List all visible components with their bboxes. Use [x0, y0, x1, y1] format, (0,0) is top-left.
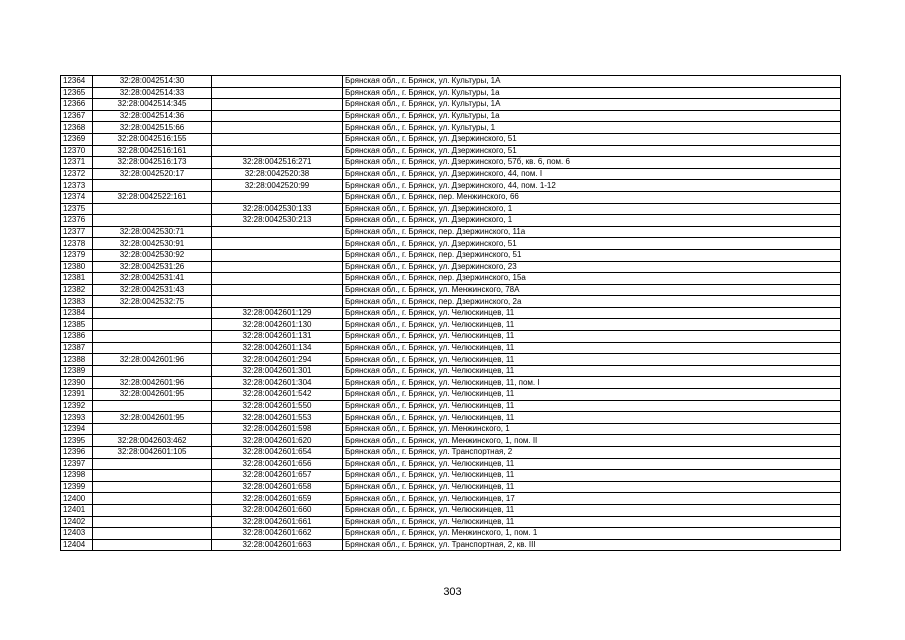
address-cell: Брянская обл., г. Брянск, ул. Челюскинцев, 11 — [343, 331, 841, 343]
table-row — [61, 493, 841, 505]
linked-cadastral-number-cell — [212, 145, 343, 157]
table-row — [61, 389, 841, 401]
linked-cadastral-number-cell — [212, 76, 343, 88]
address-cell: Брянская обл., г. Брянск, ул. Транспортная, 2 — [343, 447, 841, 459]
address-cell: Брянская обл., г. Брянск, ул. Челюскинцев, 11 — [343, 516, 841, 528]
table-row — [61, 110, 841, 122]
cadastral-number-cell: 32:28:0042601:96 — [93, 377, 212, 389]
cadastral-number-cell — [93, 215, 212, 227]
address-cell: Брянская обл., г. Брянск, ул. Дзержинского, 51 — [343, 133, 841, 145]
cadastral-number-cell: 32:28:0042515:66 — [93, 122, 212, 134]
address-cell: Брянская обл., г. Брянск, ул. Челюскинцев, 11 — [343, 365, 841, 377]
linked-cadastral-number-cell: 32:28:0042601:662 — [212, 528, 343, 540]
cadastral-number-cell — [93, 528, 212, 540]
cadastral-number-cell: 32:28:0042514:30 — [93, 76, 212, 88]
row-number-cell: 12389 — [61, 365, 93, 377]
row-number-cell: 12366 — [61, 99, 93, 111]
linked-cadastral-number-cell: 32:28:0042601:294 — [212, 354, 343, 366]
cadastral-number-cell: 32:28:0042531:43 — [93, 284, 212, 296]
row-number-cell: 12376 — [61, 215, 93, 227]
cadastral-number-cell — [93, 331, 212, 343]
row-number-cell: 12395 — [61, 435, 93, 447]
address-cell: Брянская обл., г. Брянск, ул. Дзержинского, 44, пом. I — [343, 168, 841, 180]
cadastral-number-cell: 32:28:0042530:91 — [93, 238, 212, 250]
table-row — [61, 504, 841, 516]
linked-cadastral-number-cell: 32:28:0042601:620 — [212, 435, 343, 447]
address-cell: Брянская обл., г. Брянск, ул. Челюскинцев, 11 — [343, 354, 841, 366]
row-number-cell: 12394 — [61, 423, 93, 435]
table-row — [61, 447, 841, 459]
cadastral-number-cell: 32:28:0042516:161 — [93, 145, 212, 157]
row-number-cell: 12392 — [61, 400, 93, 412]
linked-cadastral-number-cell: 32:28:0042601:658 — [212, 481, 343, 493]
row-number-cell: 12371 — [61, 157, 93, 169]
address-cell: Брянская обл., г. Брянск, пер. Дзержинского, 15а — [343, 273, 841, 285]
address-cell: Брянская обл., г. Брянск, ул. Культуры, 1А — [343, 76, 841, 88]
linked-cadastral-number-cell: 32:28:0042601:134 — [212, 342, 343, 354]
row-number-cell: 12383 — [61, 296, 93, 308]
cadastral-number-cell: 32:28:0042516:173 — [93, 157, 212, 169]
row-number-cell: 12375 — [61, 203, 93, 215]
cadastral-number-cell: 32:28:0042522:161 — [93, 191, 212, 203]
table-row — [61, 261, 841, 273]
address-cell: Брянская обл., г. Брянск, пер. Дзержинского, 2а — [343, 296, 841, 308]
cadastral-number-cell — [93, 481, 212, 493]
linked-cadastral-number-cell: 32:28:0042601:550 — [212, 400, 343, 412]
linked-cadastral-number-cell — [212, 110, 343, 122]
address-cell: Брянская обл., г. Брянск, пер. Менжинского, 66 — [343, 191, 841, 203]
cadastral-number-cell: 32:28:0042520:17 — [93, 168, 212, 180]
address-cell: Брянская обл., г. Брянск, ул. Челюскинцев, 11 — [343, 470, 841, 482]
table-row — [61, 481, 841, 493]
address-cell: Брянская обл., г. Брянск, ул. Челюскинцев, 11 — [343, 481, 841, 493]
table-row — [61, 528, 841, 540]
linked-cadastral-number-cell — [212, 273, 343, 285]
cadastral-number-cell: 32:28:0042514:33 — [93, 87, 212, 99]
cadastral-number-cell — [93, 539, 212, 551]
row-number-cell: 12372 — [61, 168, 93, 180]
linked-cadastral-number-cell: 32:28:0042601:553 — [212, 412, 343, 424]
address-cell: Брянская обл., г. Брянск, ул. Челюскинцев, 11 — [343, 458, 841, 470]
linked-cadastral-number-cell — [212, 284, 343, 296]
linked-cadastral-number-cell: 32:28:0042601:663 — [212, 539, 343, 551]
table-row — [61, 168, 841, 180]
linked-cadastral-number-cell — [212, 122, 343, 134]
registry-table — [60, 75, 841, 551]
cadastral-number-cell: 32:28:0042530:92 — [93, 249, 212, 261]
address-cell: Брянская обл., г. Брянск, ул. Дзержинского, 57б, кв. 6, пом. 6 — [343, 157, 841, 169]
row-number-cell: 12385 — [61, 319, 93, 331]
row-number-cell: 12365 — [61, 87, 93, 99]
row-number-cell: 12398 — [61, 470, 93, 482]
cadastral-number-cell: 32:28:0042516:155 — [93, 133, 212, 145]
table-row — [61, 296, 841, 308]
table-row — [61, 76, 841, 88]
cadastral-number-cell: 32:28:0042530:71 — [93, 226, 212, 238]
linked-cadastral-number-cell: 32:28:0042601:304 — [212, 377, 343, 389]
table-row — [61, 273, 841, 285]
linked-cadastral-number-cell: 32:28:0042601:130 — [212, 319, 343, 331]
cadastral-number-cell — [93, 458, 212, 470]
cadastral-number-cell: 32:28:0042601:96 — [93, 354, 212, 366]
table-row — [61, 145, 841, 157]
table-row — [61, 331, 841, 343]
linked-cadastral-number-cell: 32:28:0042601:659 — [212, 493, 343, 505]
linked-cadastral-number-cell — [212, 87, 343, 99]
row-number-cell: 12373 — [61, 180, 93, 192]
cadastral-number-cell: 32:28:0042531:26 — [93, 261, 212, 273]
address-cell: Брянская обл., г. Брянск, пер. Дзержинского, 51 — [343, 249, 841, 261]
cadastral-number-cell — [93, 342, 212, 354]
address-cell: Брянская обл., г. Брянск, ул. Менжинского, 1, пом. 1 — [343, 528, 841, 540]
table-row — [61, 133, 841, 145]
cadastral-number-cell: 32:28:0042603:462 — [93, 435, 212, 447]
address-cell: Брянская обл., г. Брянск, ул. Культуры, 1 — [343, 122, 841, 134]
cadastral-number-cell — [93, 423, 212, 435]
address-cell: Брянская обл., г. Брянск, ул. Культуры, 1а — [343, 87, 841, 99]
cadastral-number-cell — [93, 470, 212, 482]
cadastral-number-cell — [93, 203, 212, 215]
row-number-cell: 12382 — [61, 284, 93, 296]
table-row — [61, 400, 841, 412]
linked-cadastral-number-cell — [212, 296, 343, 308]
linked-cadastral-number-cell: 32:28:0042601:660 — [212, 504, 343, 516]
address-cell: Брянская обл., г. Брянск, ул. Челюскинцев, 11 — [343, 389, 841, 401]
linked-cadastral-number-cell — [212, 191, 343, 203]
table-row — [61, 435, 841, 447]
table-row — [61, 226, 841, 238]
row-number-cell: 12390 — [61, 377, 93, 389]
table-row — [61, 458, 841, 470]
cadastral-number-cell: 32:28:0042601:95 — [93, 412, 212, 424]
table-row — [61, 284, 841, 296]
linked-cadastral-number-cell: 32:28:0042601:129 — [212, 307, 343, 319]
table-row — [61, 319, 841, 331]
row-number-cell: 12396 — [61, 447, 93, 459]
table-row — [61, 122, 841, 134]
row-number-cell: 12370 — [61, 145, 93, 157]
address-cell: Брянская обл., г. Брянск, ул. Челюскинцев, 11 — [343, 400, 841, 412]
table-row — [61, 191, 841, 203]
row-number-cell: 12384 — [61, 307, 93, 319]
linked-cadastral-number-cell: 32:28:0042601:656 — [212, 458, 343, 470]
row-number-cell: 12391 — [61, 389, 93, 401]
address-cell: Брянская обл., г. Брянск, ул. Челюскинцев, 11 — [343, 342, 841, 354]
row-number-cell: 12379 — [61, 249, 93, 261]
cadastral-number-cell: 32:28:0042514:345 — [93, 99, 212, 111]
row-number-cell: 12377 — [61, 226, 93, 238]
linked-cadastral-number-cell: 32:28:0042520:99 — [212, 180, 343, 192]
cadastral-number-cell: 32:28:0042531:41 — [93, 273, 212, 285]
cadastral-number-cell — [93, 365, 212, 377]
address-cell: Брянская обл., г. Брянск, ул. Менжинского, 78А — [343, 284, 841, 296]
linked-cadastral-number-cell — [212, 261, 343, 273]
table-row — [61, 516, 841, 528]
table-row — [61, 99, 841, 111]
linked-cadastral-number-cell: 32:28:0042601:542 — [212, 389, 343, 401]
linked-cadastral-number-cell: 32:28:0042530:213 — [212, 215, 343, 227]
page-number: 303 — [443, 586, 462, 598]
linked-cadastral-number-cell: 32:28:0042601:131 — [212, 331, 343, 343]
linked-cadastral-number-cell: 32:28:0042601:661 — [212, 516, 343, 528]
row-number-cell: 12369 — [61, 133, 93, 145]
table-row — [61, 539, 841, 551]
linked-cadastral-number-cell: 32:28:0042516:271 — [212, 157, 343, 169]
row-number-cell: 12393 — [61, 412, 93, 424]
linked-cadastral-number-cell — [212, 238, 343, 250]
row-number-cell: 12378 — [61, 238, 93, 250]
address-cell: Брянская обл., г. Брянск, пер. Дзержинского, 11а — [343, 226, 841, 238]
cadastral-number-cell — [93, 180, 212, 192]
address-cell: Брянская обл., г. Брянск, ул. Культуры, 1А — [343, 99, 841, 111]
linked-cadastral-number-cell — [212, 99, 343, 111]
table-row — [61, 307, 841, 319]
row-number-cell: 12402 — [61, 516, 93, 528]
cadastral-number-cell — [93, 400, 212, 412]
table-row — [61, 412, 841, 424]
table-body — [61, 76, 841, 551]
address-cell: Брянская обл., г. Брянск, ул. Менжинского, 1, пом. II — [343, 435, 841, 447]
address-cell: Брянская обл., г. Брянск, ул. Менжинского, 1 — [343, 423, 841, 435]
linked-cadastral-number-cell: 32:28:0042520:38 — [212, 168, 343, 180]
row-number-cell: 12401 — [61, 504, 93, 516]
table-row — [61, 157, 841, 169]
table-row — [61, 87, 841, 99]
row-number-cell: 12364 — [61, 76, 93, 88]
row-number-cell: 12380 — [61, 261, 93, 273]
address-cell: Брянская обл., г. Брянск, ул. Дзержинского, 44, пом. 1-12 — [343, 180, 841, 192]
table-row — [61, 365, 841, 377]
address-cell: Брянская обл., г. Брянск, ул. Челюскинцев, 11 — [343, 412, 841, 424]
linked-cadastral-number-cell: 32:28:0042601:301 — [212, 365, 343, 377]
row-number-cell: 12368 — [61, 122, 93, 134]
cadastral-number-cell: 32:28:0042601:95 — [93, 389, 212, 401]
address-cell: Брянская обл., г. Брянск, ул. Культуры, 1а — [343, 110, 841, 122]
row-number-cell: 12403 — [61, 528, 93, 540]
table-row — [61, 470, 841, 482]
address-cell: Брянская обл., г. Брянск, ул. Дзержинского, 23 — [343, 261, 841, 273]
address-cell: Брянская обл., г. Брянск, ул. Челюскинцев, 11 — [343, 307, 841, 319]
table-row — [61, 203, 841, 215]
table-row — [61, 249, 841, 261]
linked-cadastral-number-cell — [212, 226, 343, 238]
cadastral-number-cell — [93, 319, 212, 331]
cadastral-number-cell — [93, 504, 212, 516]
table-row — [61, 215, 841, 227]
row-number-cell: 12367 — [61, 110, 93, 122]
table-row — [61, 423, 841, 435]
address-cell: Брянская обл., г. Брянск, ул. Челюскинцев, 11, пом. I — [343, 377, 841, 389]
row-number-cell: 12374 — [61, 191, 93, 203]
row-number-cell: 12400 — [61, 493, 93, 505]
address-cell: Брянская обл., г. Брянск, ул. Дзержинского, 51 — [343, 238, 841, 250]
row-number-cell: 12388 — [61, 354, 93, 366]
linked-cadastral-number-cell: 32:28:0042601:657 — [212, 470, 343, 482]
row-number-cell: 12386 — [61, 331, 93, 343]
table-row — [61, 238, 841, 250]
linked-cadastral-number-cell — [212, 249, 343, 261]
linked-cadastral-number-cell — [212, 133, 343, 145]
address-cell: Брянская обл., г. Брянск, ул. Челюскинцев, 11 — [343, 319, 841, 331]
address-cell: Брянская обл., г. Брянск, ул. Дзержинского, 51 — [343, 145, 841, 157]
address-cell: Брянская обл., г. Брянск, ул. Транспортная, 2, кв. III — [343, 539, 841, 551]
linked-cadastral-number-cell: 32:28:0042530:133 — [212, 203, 343, 215]
linked-cadastral-number-cell: 32:28:0042601:654 — [212, 447, 343, 459]
table-row — [61, 354, 841, 366]
cadastral-number-cell — [93, 307, 212, 319]
linked-cadastral-number-cell: 32:28:0042601:598 — [212, 423, 343, 435]
cadastral-number-cell: 32:28:0042514:36 — [93, 110, 212, 122]
cadastral-number-cell — [93, 516, 212, 528]
address-cell: Брянская обл., г. Брянск, ул. Челюскинцев, 11 — [343, 504, 841, 516]
table-row — [61, 342, 841, 354]
row-number-cell: 12381 — [61, 273, 93, 285]
address-cell: Брянская обл., г. Брянск, ул. Дзержинского, 1 — [343, 203, 841, 215]
cadastral-number-cell: 32:28:0042601:105 — [93, 447, 212, 459]
row-number-cell: 12387 — [61, 342, 93, 354]
row-number-cell: 12404 — [61, 539, 93, 551]
address-cell: Брянская обл., г. Брянск, ул. Дзержинского, 1 — [343, 215, 841, 227]
cadastral-number-cell: 32:28:0042532:75 — [93, 296, 212, 308]
cadastral-number-cell — [93, 493, 212, 505]
table-row — [61, 377, 841, 389]
table-row — [61, 180, 841, 192]
row-number-cell: 12399 — [61, 481, 93, 493]
address-cell: Брянская обл., г. Брянск, ул. Челюскинцев, 17 — [343, 493, 841, 505]
row-number-cell: 12397 — [61, 458, 93, 470]
